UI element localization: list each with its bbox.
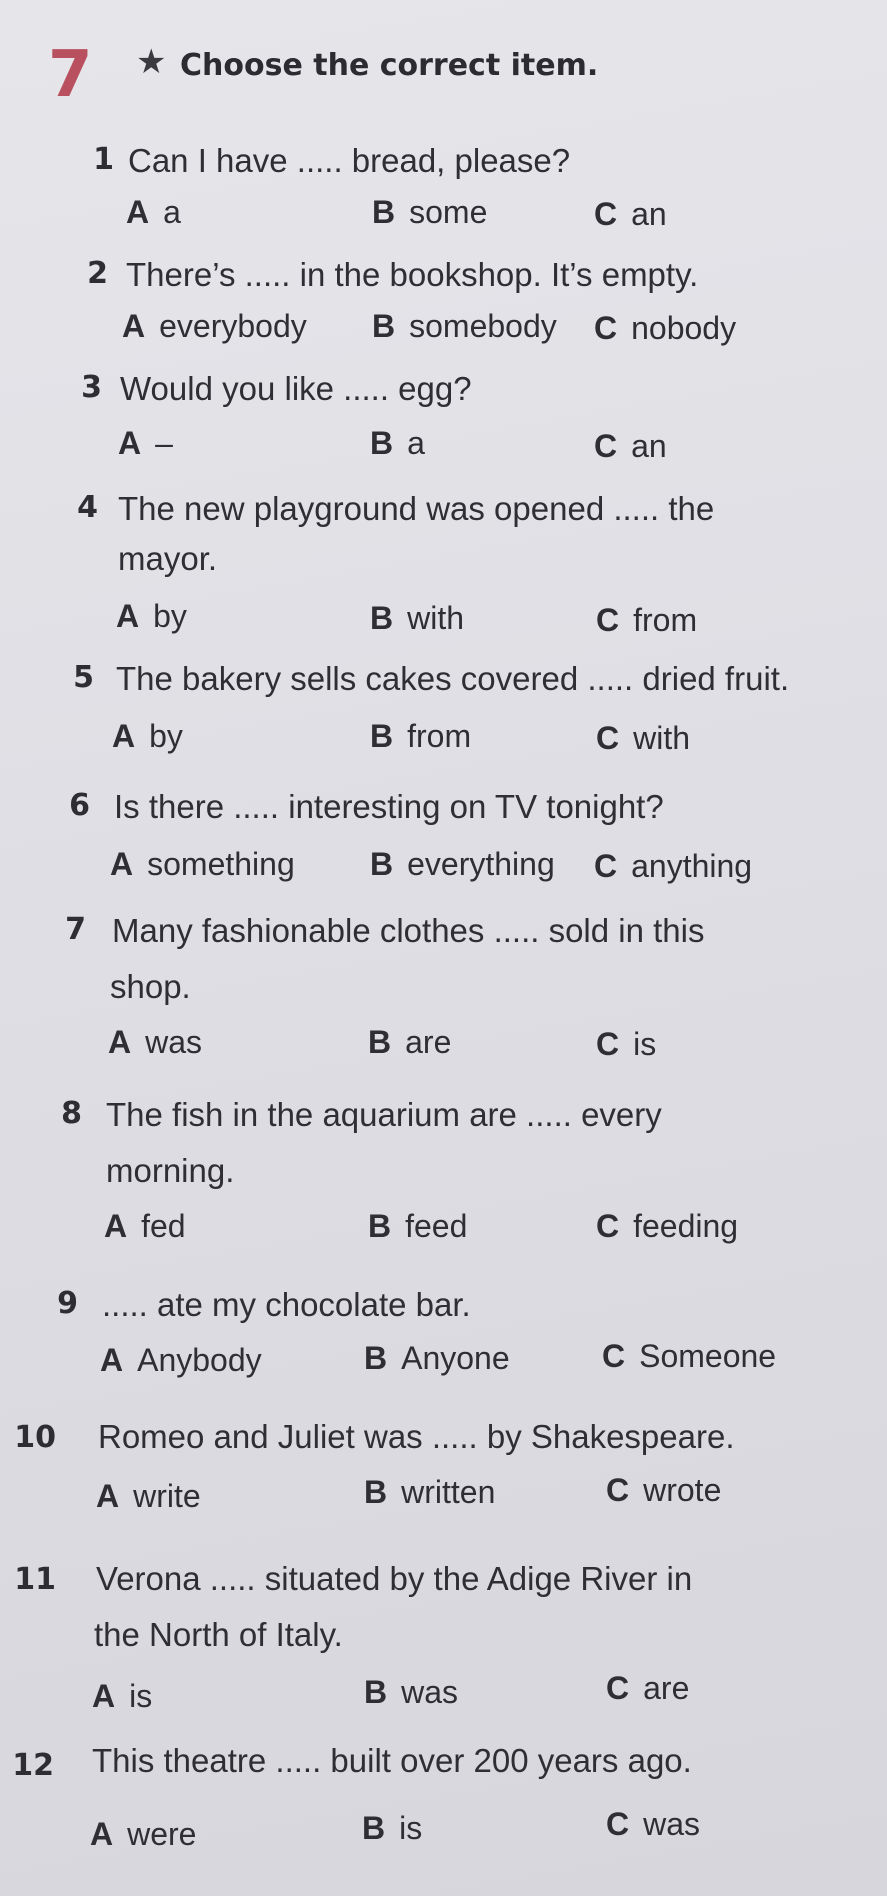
- option-text: was: [401, 1674, 459, 1710]
- option-text: a: [407, 425, 425, 461]
- option-text: a: [163, 194, 181, 230]
- option-letter: A: [104, 1208, 128, 1244]
- answer-option-c[interactable]: [606, 1670, 689, 1707]
- answer-option-b[interactable]: [364, 1674, 458, 1711]
- question-text: Many fashionable clothes ..... sold in this: [112, 912, 705, 949]
- option-text: are: [405, 1024, 452, 1060]
- answer-option-b[interactable]: [372, 194, 487, 231]
- answer-option-b[interactable]: [362, 1810, 422, 1847]
- question-text: Can I have ..... bread, please?: [128, 142, 571, 179]
- answer-option-c[interactable]: [596, 1026, 656, 1063]
- answer-option-b[interactable]: [370, 425, 425, 462]
- question-text: Romeo and Juliet was ..... by Shakespeare.: [98, 1418, 735, 1455]
- option-letter: B: [370, 425, 394, 461]
- answer-option-a[interactable]: [100, 1342, 262, 1379]
- option-text: write: [133, 1478, 201, 1514]
- option-letter: C: [594, 310, 618, 346]
- option-letter: B: [372, 194, 396, 230]
- question-number: 1: [93, 142, 114, 177]
- option-text: –: [155, 425, 173, 461]
- question-text: Is there ..... interesting on TV tonight?: [114, 788, 664, 825]
- answer-option-b[interactable]: [368, 1024, 451, 1061]
- option-text: with: [633, 720, 691, 756]
- answer-option-c[interactable]: [594, 310, 736, 347]
- answer-option-b[interactable]: [370, 718, 471, 755]
- option-text: by: [149, 718, 183, 754]
- option-text: is: [129, 1678, 153, 1714]
- option-text: was: [643, 1806, 701, 1842]
- option-letter: C: [596, 1208, 620, 1244]
- option-letter: A: [112, 718, 136, 754]
- question-number: 8: [61, 1096, 82, 1131]
- option-text: Anybody: [137, 1342, 262, 1378]
- option-text: some: [409, 194, 488, 230]
- question-text: This theatre ..... built over 200 years ago.: [92, 1742, 692, 1779]
- question-text: The fish in the aquarium are ..... every: [106, 1096, 662, 1133]
- option-letter: B: [372, 308, 396, 344]
- question-number: 9: [57, 1286, 78, 1321]
- option-letter: B: [370, 718, 394, 754]
- question-number: 3: [81, 370, 102, 405]
- answer-option-b[interactable]: [370, 600, 464, 637]
- option-letter: B: [368, 1208, 392, 1244]
- answer-option-c[interactable]: [606, 1472, 721, 1509]
- question-text: The bakery sells cakes covered ..... dried fruit.: [116, 660, 790, 697]
- answer-option-c[interactable]: [602, 1338, 776, 1375]
- option-text: wrote: [643, 1472, 722, 1508]
- option-letter: A: [96, 1478, 120, 1514]
- question-number: 5: [73, 660, 94, 695]
- option-letter: C: [596, 602, 620, 638]
- question-number: 11: [14, 1562, 56, 1597]
- answer-option-c[interactable]: [594, 848, 752, 885]
- option-text: nobody: [631, 310, 737, 346]
- option-text: feeding: [633, 1208, 739, 1244]
- option-letter: B: [364, 1474, 388, 1510]
- answer-option-c[interactable]: [606, 1806, 700, 1843]
- option-letter: A: [90, 1816, 114, 1852]
- answer-option-a[interactable]: [110, 846, 295, 883]
- answer-option-b[interactable]: [364, 1340, 510, 1377]
- option-letter: C: [596, 720, 620, 756]
- question-number: 2: [87, 256, 108, 291]
- question-number: 12: [12, 1748, 54, 1783]
- option-text: was: [145, 1024, 203, 1060]
- question-text: ..... ate my chocolate bar.: [102, 1286, 471, 1323]
- option-letter: A: [116, 598, 140, 634]
- option-letter: B: [370, 846, 394, 882]
- option-text: everybody: [159, 308, 307, 344]
- question-number: 10: [14, 1420, 56, 1455]
- question-text: morning.: [106, 1152, 235, 1189]
- question-text: Verona ..... situated by the Adige River in: [96, 1560, 693, 1597]
- option-text: everything: [407, 846, 555, 882]
- option-letter: C: [594, 428, 618, 464]
- answer-option-a[interactable]: [122, 308, 307, 345]
- option-letter: A: [118, 425, 142, 461]
- option-letter: C: [606, 1670, 630, 1706]
- question-text: Would you like ..... egg?: [120, 370, 472, 407]
- option-text: something: [147, 846, 295, 882]
- answer-option-b[interactable]: [370, 846, 555, 883]
- exercise-instruction: Choose the correct item.: [180, 48, 599, 83]
- option-letter: A: [92, 1678, 116, 1714]
- option-text: by: [153, 598, 187, 634]
- question-number: 7: [65, 912, 86, 947]
- question-number: 4: [77, 490, 98, 525]
- answer-option-a[interactable]: [112, 718, 183, 755]
- option-letter: B: [364, 1340, 388, 1376]
- option-letter: B: [362, 1810, 386, 1846]
- option-text: an: [631, 428, 667, 464]
- option-letter: B: [364, 1674, 388, 1710]
- question-number: 6: [69, 788, 90, 823]
- option-text: fed: [141, 1208, 186, 1244]
- answer-option-c[interactable]: [594, 196, 667, 233]
- option-letter: C: [606, 1806, 630, 1842]
- answer-option-b[interactable]: [364, 1474, 495, 1511]
- answer-option-a[interactable]: [116, 598, 187, 635]
- option-letter: C: [596, 1026, 620, 1062]
- option-letter: A: [100, 1342, 124, 1378]
- answer-option-a[interactable]: [104, 1208, 186, 1245]
- exercise-number: 7: [48, 38, 93, 112]
- option-letter: B: [370, 600, 394, 636]
- answer-option-c[interactable]: [596, 1208, 738, 1245]
- answer-option-a[interactable]: [92, 1678, 152, 1715]
- option-text: is: [399, 1810, 423, 1846]
- answer-option-a[interactable]: [118, 425, 173, 462]
- option-text: is: [633, 1026, 657, 1062]
- option-text: Anyone: [401, 1340, 510, 1376]
- answer-option-b[interactable]: [372, 308, 557, 345]
- option-text: written: [401, 1474, 496, 1510]
- answer-option-c[interactable]: [596, 602, 697, 639]
- option-text: were: [127, 1816, 197, 1852]
- question-text: There’s ..... in the bookshop. It’s empty.: [126, 256, 699, 293]
- question-text: the North of Italy.: [94, 1616, 343, 1653]
- option-letter: A: [110, 846, 134, 882]
- option-letter: C: [606, 1472, 630, 1508]
- answer-option-b[interactable]: [368, 1208, 467, 1245]
- option-text: feed: [405, 1208, 468, 1244]
- option-text: are: [643, 1670, 690, 1706]
- option-text: somebody: [409, 308, 557, 344]
- answer-option-a[interactable]: [108, 1024, 202, 1061]
- option-letter: A: [122, 308, 146, 344]
- option-letter: C: [602, 1338, 626, 1374]
- star-icon: ★: [136, 43, 167, 81]
- option-text: anything: [631, 848, 753, 884]
- option-letter: A: [126, 194, 150, 230]
- question-text: mayor.: [118, 540, 218, 577]
- option-letter: C: [594, 196, 618, 232]
- question-text: shop.: [110, 968, 191, 1005]
- answer-option-a[interactable]: [126, 194, 181, 231]
- option-text: from: [633, 602, 698, 638]
- answer-option-c[interactable]: [594, 428, 667, 465]
- option-letter: A: [108, 1024, 132, 1060]
- option-text: with: [407, 600, 465, 636]
- answer-option-a[interactable]: [96, 1478, 201, 1515]
- answer-option-c[interactable]: [596, 720, 690, 757]
- option-text: from: [407, 718, 472, 754]
- question-text: The new playground was opened ..... the: [118, 490, 715, 527]
- option-letter: C: [594, 848, 618, 884]
- option-text: an: [631, 196, 667, 232]
- option-letter: B: [368, 1024, 392, 1060]
- option-text: Someone: [639, 1338, 777, 1374]
- answer-option-a[interactable]: [90, 1816, 196, 1853]
